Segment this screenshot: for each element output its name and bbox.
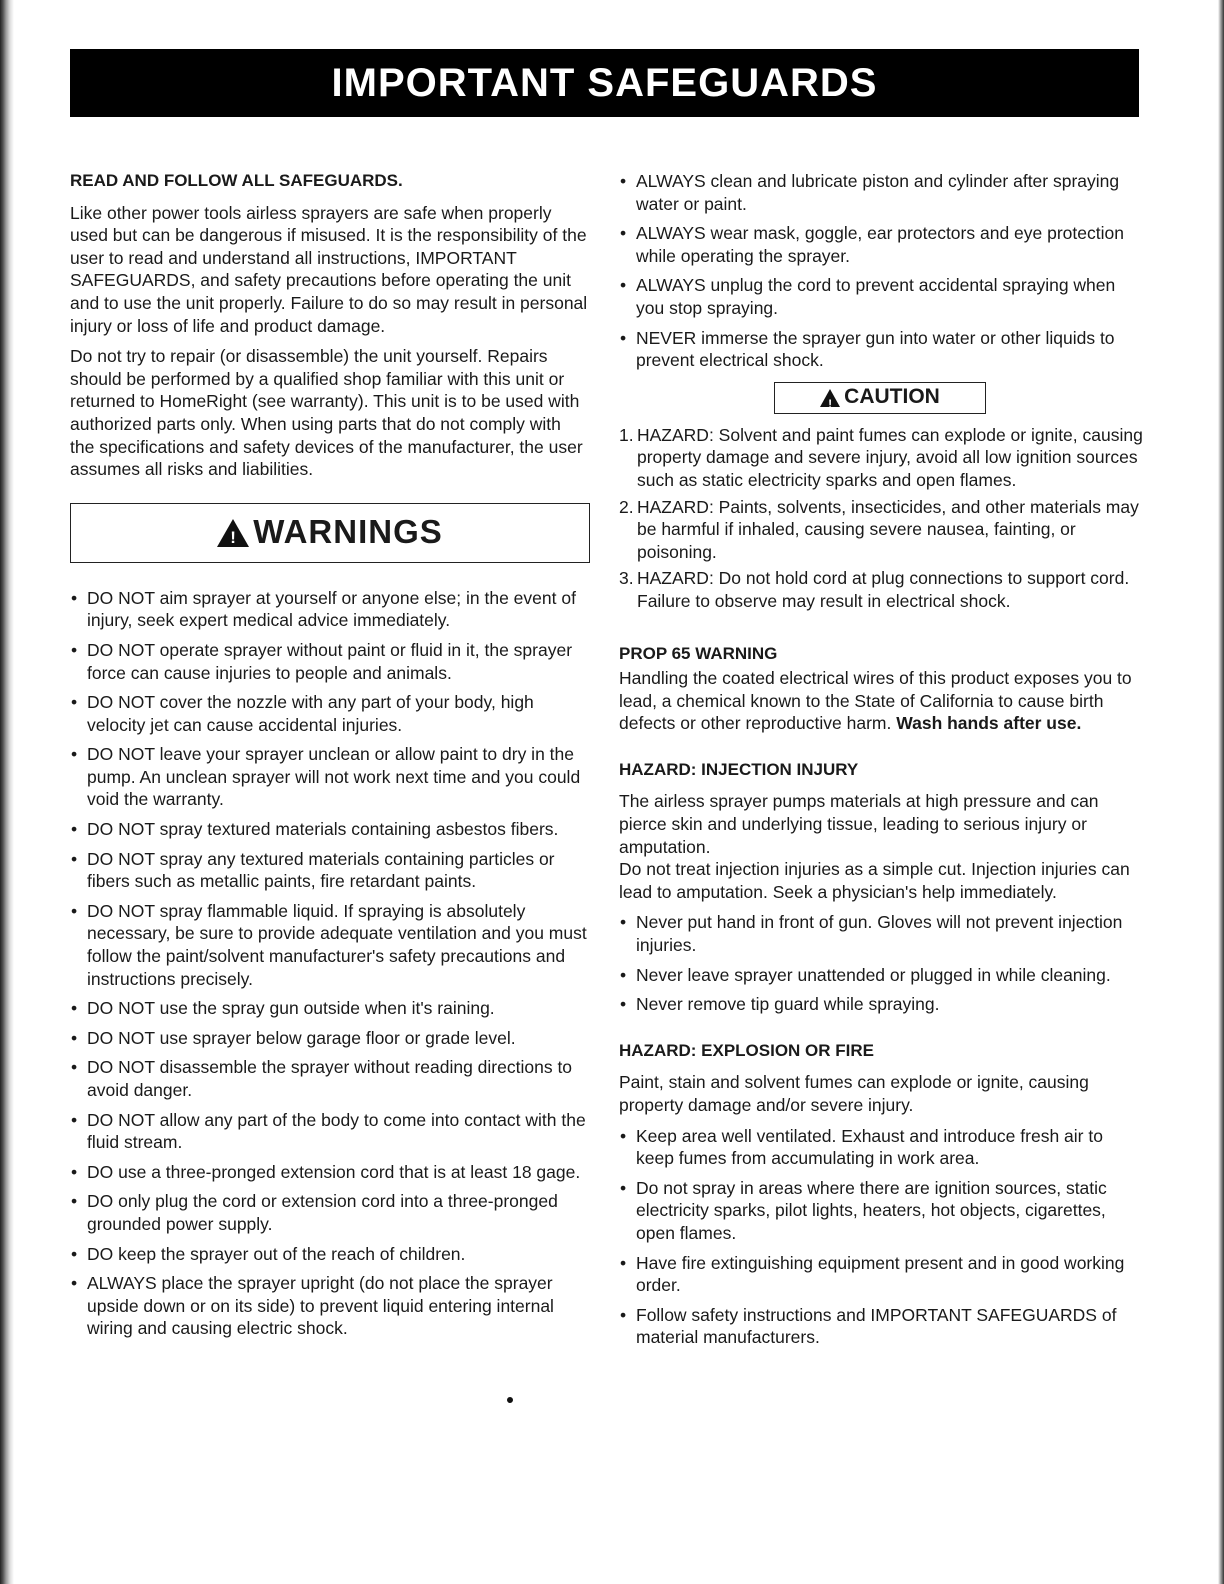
repair-paragraph: Do not try to repair (or disassemble) the unit yourself. Repairs should be performed by a qualified shop familiar with this unit or returned to HomeRight (see warranty). This unit is to be used with authorized parts only. When using parts that do not comply with the specifications and safety devices of the manufacturer, the user assumes all risks and liabilities.: [70, 346, 583, 480]
list-item: • DO NOT operate sprayer without paint or fluid in it, the sprayer force can cause injuries to people and animals.: [70, 639, 590, 684]
list-item: • Never leave sprayer unattended or plugged in while cleaning.: [619, 964, 1144, 987]
explosion-section: [619, 1040, 1144, 1349]
list-item: [619, 424, 1144, 492]
list-item: • DO NOT leave your sprayer unclean or allow paint to dry in the pump. An unclean sprayer will not work next time and you could void the warranty.: [70, 743, 590, 811]
injection-list: [619, 911, 1144, 1015]
list-item: • DO NOT cover the nozzle with any part of your body, high velocity jet can cause accidental injuries.: [70, 691, 590, 736]
intro-paragraph: Like other power tools airless sprayers are safe when properly used but can be dangerous if misused. It is the responsibility of the user to read and understand all instructions, IMPORTANT SAFEGUARDS, and safety precautions before operating the unit and to use the unit properly. Failure to do so may result in personal injury or loss of life and product damage.: [70, 202, 588, 336]
hazard-number: 3.: [619, 568, 634, 589]
prop65-heading: PROP 65 WARNING: [619, 643, 778, 663]
injection-paragraph-1: The airless sprayer pumps materials at high pressure and can pierce skin and underlying tissue, leading to serious injury or amputation.: [619, 791, 1099, 857]
prop65-emphasis: Wash hands after use.: [896, 713, 1082, 734]
prop65-text: [619, 667, 1144, 735]
list-item: • ALWAYS clean and lubricate piston and cylinder after spraying water or paint.: [619, 170, 1144, 215]
list-item: • DO NOT use sprayer below garage floor or grade level.: [70, 1027, 590, 1050]
left-column: [70, 170, 590, 1347]
list-item: • DO NOT aim sprayer at yourself or anyone else; in the event of injury, seek expert medical advice immediately.: [70, 587, 590, 632]
list-item: • Keep area well ventilated. Exhaust and introduce fresh air to keep fumes from accumulating in work area.: [619, 1125, 1144, 1170]
list-item: • DO keep the sprayer out of the reach of children.: [70, 1243, 590, 1266]
list-item: • Do not spray in areas where there are ignition sources, static electricity sparks, pilot lights, heaters, hot objects, cigarettes, open flames.: [619, 1177, 1144, 1245]
list-item: • Never remove tip guard while spraying.: [619, 993, 1144, 1016]
list-item: • DO NOT spray textured materials containing asbestos fibers.: [70, 818, 590, 841]
caution-triangle-icon: !: [820, 389, 840, 407]
read-follow-heading: READ AND FOLLOW ALL SAFEGUARDS.: [70, 171, 403, 190]
stray-dot-mark: [507, 1397, 513, 1403]
hazard-text: HAZARD: Solvent and paint fumes can explode or ignite, causing property damage and severe injury, avoid all low ignition sources such as static electricity sparks and open flames.: [637, 424, 1143, 490]
warnings-banner: [70, 503, 590, 563]
list-item: • Follow safety instructions and IMPORTANT SAFEGUARDS of material manufacturers.: [619, 1304, 1144, 1349]
caution-banner: [774, 382, 986, 414]
list-item: • ALWAYS wear mask, goggle, ear protectors and eye protection while operating the sprayer.: [619, 222, 1144, 267]
list-item: • DO only plug the cord or extension cord into a three-pronged grounded power supply.: [70, 1190, 590, 1235]
injection-heading: HAZARD: INJECTION INJURY: [619, 759, 859, 779]
hazard-text: HAZARD: Do not hold cord at plug connections to support cord. Failure to observe may result in electrical shock.: [637, 568, 1130, 611]
list-item: • DO NOT spray flammable liquid. If spraying is absolutely necessary, be sure to provide adequate ventilation and you must follow the paint/solvent manufacturer's safety precautions and instructions precisely.: [70, 900, 590, 990]
scan-right-edge: [1218, 0, 1224, 1584]
warnings-list: [70, 587, 590, 1340]
prop65-section: [619, 643, 1144, 735]
caution-label: CAUTION: [844, 385, 940, 409]
list-item: • DO NOT use the spray gun outside when it's raining.: [70, 997, 590, 1020]
warnings-label: WARNINGS: [253, 513, 443, 551]
list-item: • DO use a three-pronged extension cord that is at least 18 gage.: [70, 1161, 590, 1184]
list-item: • Have fire extinguishing equipment present and in good working order.: [619, 1252, 1144, 1297]
warning-triangle-icon: !: [217, 519, 249, 547]
hazard-number: 2.: [619, 496, 634, 517]
caution-hazard-list: [619, 424, 1144, 613]
list-item: [619, 496, 1144, 564]
page-title: IMPORTANT SAFEGUARDS: [70, 49, 1139, 117]
explosion-list: [619, 1125, 1144, 1349]
list-item: • NEVER immerse the sprayer gun into water or other liquids to prevent electrical shock.: [619, 327, 1144, 372]
right-column: [619, 170, 1144, 1356]
always-list: [619, 170, 1144, 372]
explosion-heading: HAZARD: EXPLOSION OR FIRE: [619, 1040, 875, 1060]
explosion-paragraph: Paint, stain and solvent fumes can explode or ignite, causing property damage and/or severe injury.: [619, 1072, 1089, 1115]
list-item: • ALWAYS unplug the cord to prevent accidental spraying when you stop spraying.: [619, 274, 1144, 319]
list-item: [619, 567, 1144, 612]
list-item: • ALWAYS place the sprayer upright (do not place the sprayer upside down or on its side) to prevent liquid entering internal wiring and causing electric shock.: [70, 1272, 590, 1340]
list-item: • Never put hand in front of gun. Gloves will not prevent injection injuries.: [619, 911, 1144, 956]
list-item: • DO NOT spray any textured materials containing particles or fibers such as metallic paints, fire retardant paints.: [70, 848, 590, 893]
injection-paragraph-2: Do not treat injection injuries as a simple cut. Injection injuries can lead to amputation. Seek a physician's help immediately.: [619, 859, 1130, 902]
injection-section: [619, 759, 1144, 1016]
prop65-body: Handling the coated electrical wires of this product exposes you to lead, a chemical known to the State of California to cause birth defects or other reproductive harm.: [619, 668, 1132, 734]
hazard-text: HAZARD: Paints, solvents, insecticides, and other materials may be harmful if inhaled, causing severe nausea, fainting, or poisoning.: [637, 496, 1139, 562]
list-item: • DO NOT disassemble the sprayer without reading directions to avoid danger.: [70, 1056, 590, 1101]
scan-binding-edge: [0, 0, 14, 1584]
list-item: • DO NOT allow any part of the body to come into contact with the fluid stream.: [70, 1109, 590, 1154]
hazard-number: 1.: [619, 424, 634, 445]
